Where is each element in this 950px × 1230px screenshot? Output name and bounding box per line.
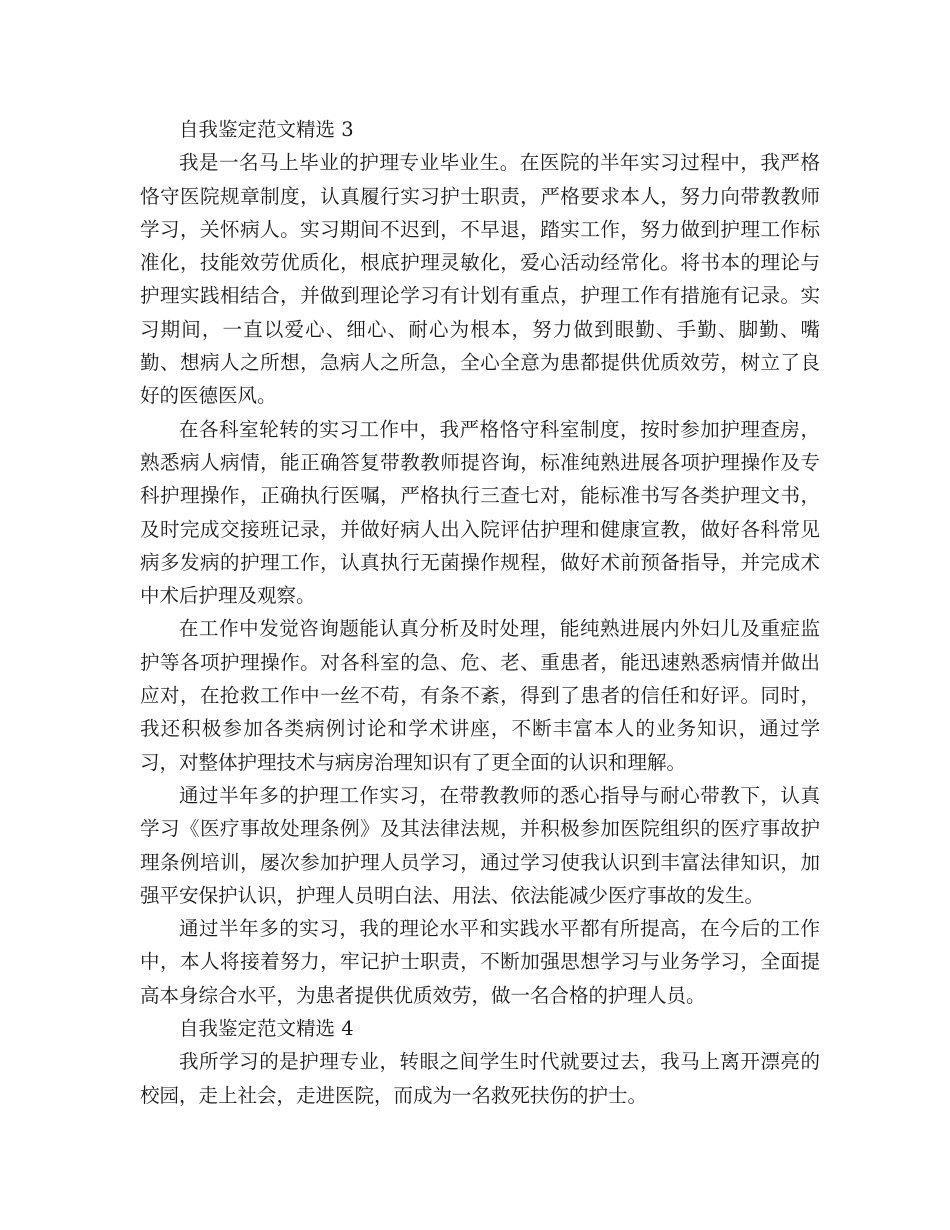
section-heading-4: 自我鉴定范文精选 4 [179, 1017, 354, 1041]
section-3-paragraph-3: 在工作中发觉咨询题能认真分析及时处理，能纯熟进展内外妇儿及重症监护等各项护理操作。对各科室的急、危、老、重患者，能迅速熟悉病情并做出应对，在抢救工作中一丝不苟，有条不紊，得到了患者的信任和好评。同时，我还积极参加各类病例讨论和学术讲座，不断丰富本人的业务知识，通过学习，对整体护理技术与病房治理知识有了更全面的认识和理解。 [140, 617, 820, 774]
section-heading-3: 自我鉴定范文精选 3 [179, 118, 354, 141]
section-4-paragraph-1: 我所学习的是护理专业，转眼之间学生时代就要过去，我马上离开漂亮的校园，走上社会，走进医院，而成为一名救死扶伤的护士。 [140, 1050, 820, 1107]
section-3-paragraph-2: 在各科室轮转的实习工作中，我严格恪守科室制度，按时参加护理查房，熟悉病人病情，能正确答复带教教师提咨询，标准纯熟进展各项护理操作及专科护理操作，正确执行医嘱，严格执行三查七对，能标准书写各类护理文书，及时完成交接班记录，并做好病人出入院评估护理和健康宣教，做好各科常见病多发病的护理工作，认真执行无菌操作规程，做好术前预备指导，并完成术中术后护理及观察。 [140, 417, 820, 608]
section-3-paragraph-5: 通过半年多的实习，我的理论水平和实践水平都有所提高，在今后的工作中，本人将接着努力，牢记护士职责，不断加强思想学习与业务学习，全面提高本身综合水平，为患者提供优质效劳，做一名合格的护理人员。 [140, 917, 820, 1007]
document-body [140, 113, 820, 1112]
section-3-paragraph-4: 通过半年多的护理工作实习，在带教教师的悉心指导与耐心带教下，认真学习《医疗事故处理条例》及其法律法规，并积极参加医院组织的医疗事故护理条例培训，屡次参加护理人员学习，通过学习使我认识到丰富法律知识，加强平安保护认识，护理人员明白法、用法、依法能减少医疗事故的发生。 [140, 783, 820, 907]
section-3-paragraph-1: 我是一名马上毕业的护理专业毕业生。在医院的半年实习过程中，我严格恪守医院规章制度，认真履行实习护士职责，严格要求本人，努力向带教教师学习，关怀病人。实习期间不迟到，不早退，踏实工作，努力做到护理工作标准化，技能效劳优质化，根底护理灵敏化，爱心活动经常化。将书本的理论与护理实践相结合，并做到理论学习有计划有重点，护理工作有措施有记录。实习期间，一直以爱心、细心、耐心为根本，努力做到眼勤、手勤、脚勤、嘴勤、想病人之所想，急病人之所急，全心全意为患都提供优质效劳，树立了良好的医德医风。 [140, 151, 820, 408]
